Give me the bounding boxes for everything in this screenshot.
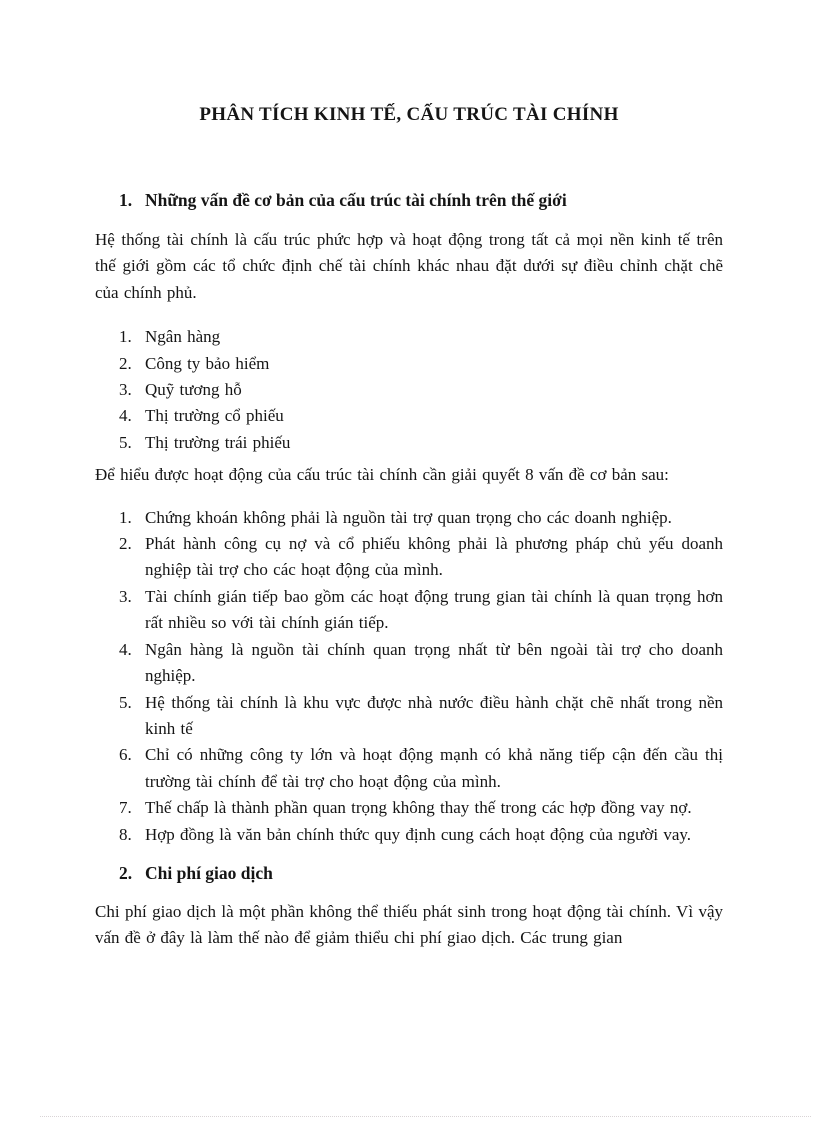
section-2-heading [95, 860, 723, 887]
list-item-number: 2. [119, 353, 132, 373]
list-item-text: Thế chấp là thành phần quan trọng không thay thế trong các hợp đồng vay nợ. [145, 798, 692, 818]
list-item-text: Hệ thống tài chính là khu vực được nhà nước điều hành chặt chẽ nhất trong nền kinh tế [145, 692, 723, 738]
list-item [95, 584, 723, 637]
list-item [95, 795, 723, 821]
list-item-text: Ngân hàng là nguồn tài chính quan trọng nhất từ bên ngoài tài trợ cho doanh nghiệp. [145, 639, 723, 686]
list-item-text: Chứng khoán không phải là nguồn tài trợ quan trọng cho các doanh nghiệp. [145, 507, 672, 527]
section-1-number: 1. [119, 190, 133, 210]
list-item [95, 430, 723, 456]
list-item-text: Công ty bảo hiểm [145, 353, 270, 373]
list-item-number: 6. [119, 745, 132, 765]
list-item-number: 4. [119, 639, 132, 659]
list-item [95, 324, 723, 350]
list-item [95, 403, 723, 429]
list-item-number: 1. [119, 327, 132, 347]
section-2-body-paragraph: Chi phí giao dịch là một phần không thể thiếu phát sinh trong hoạt động tài chính. Vì vậy vấn đề ở đây là làm thế nào để giảm thiểu chi phí giao dịch. Các trung gian [95, 901, 723, 948]
document-content [95, 103, 723, 952]
list-item [95, 742, 723, 795]
list-item [95, 377, 723, 403]
list-item-text: Chỉ có những công ty lớn và hoạt động mạnh có khả năng tiếp cận đến cầu thị trường tài chính để tài trợ cho hoạt động của mình. [145, 745, 723, 791]
list-item [95, 637, 723, 690]
section-2-heading-text: Chi phí giao dịch [145, 862, 273, 883]
basic-problems-list [95, 505, 723, 848]
list-item-text: Phát hành công cụ nợ và cổ phiếu không phải là phương pháp chủ yếu doanh nghiệp tài trợ cho các hoạt động của mình. [145, 534, 723, 580]
list-item [95, 505, 723, 531]
list-item-text: Thị trường trái phiếu [145, 432, 291, 452]
section-1-heading [95, 187, 723, 214]
list-item-number: 4. [119, 406, 132, 426]
document-title: PHÂN TÍCH KINH TẾ, CẤU TRÚC TÀI CHÍNH [199, 104, 619, 125]
list-item-text: Quỹ tương hỗ [145, 380, 242, 400]
list-item [95, 531, 723, 584]
list-item-text: Ngân hàng [145, 327, 221, 347]
page-bottom-dotted-divider [40, 1116, 811, 1117]
list-item [95, 351, 723, 377]
list-item-text: Tài chính gián tiếp bao gồm các hoạt động trung gian tài chính là quan trọng hơn rất nhiều so với tài chính gián tiếp. [145, 586, 723, 633]
list-item-number: 2. [119, 534, 132, 554]
financial-institutions-list [95, 324, 723, 456]
list-item-number: 1. [119, 507, 132, 527]
section-1-intro-paragraph: Hệ thống tài chính là cấu trúc phức hợp và hoạt động trong tất cả mọi nền kinh tế trên thế giới gồm các tổ chức định chế tài chính khác nhau đặt dưới sự điều chỉnh chặt chẽ của chính phủ. [95, 230, 723, 302]
section-1-transition-paragraph: Để hiểu được hoạt động của cấu trúc tài chính cần giải quyết 8 vấn đề cơ bản sau: [95, 465, 669, 485]
list-item [95, 690, 723, 743]
section-1-heading-text: Những vấn đề cơ bản của cấu trúc tài chính trên thế giới [145, 190, 567, 210]
list-item-text: Hợp đồng là văn bản chính thức quy định cung cách hoạt động của người vay. [145, 824, 692, 844]
list-item [95, 822, 723, 848]
section-2-number: 2. [119, 862, 133, 883]
list-item-number: 5. [119, 432, 132, 452]
list-item-number: 7. [119, 798, 132, 818]
list-item-number: 5. [119, 692, 132, 712]
list-item-number: 3. [119, 380, 132, 400]
list-item-text: Thị trường cổ phiếu [145, 406, 284, 426]
list-item-number: 8. [119, 824, 132, 844]
list-item-number: 3. [119, 586, 132, 606]
